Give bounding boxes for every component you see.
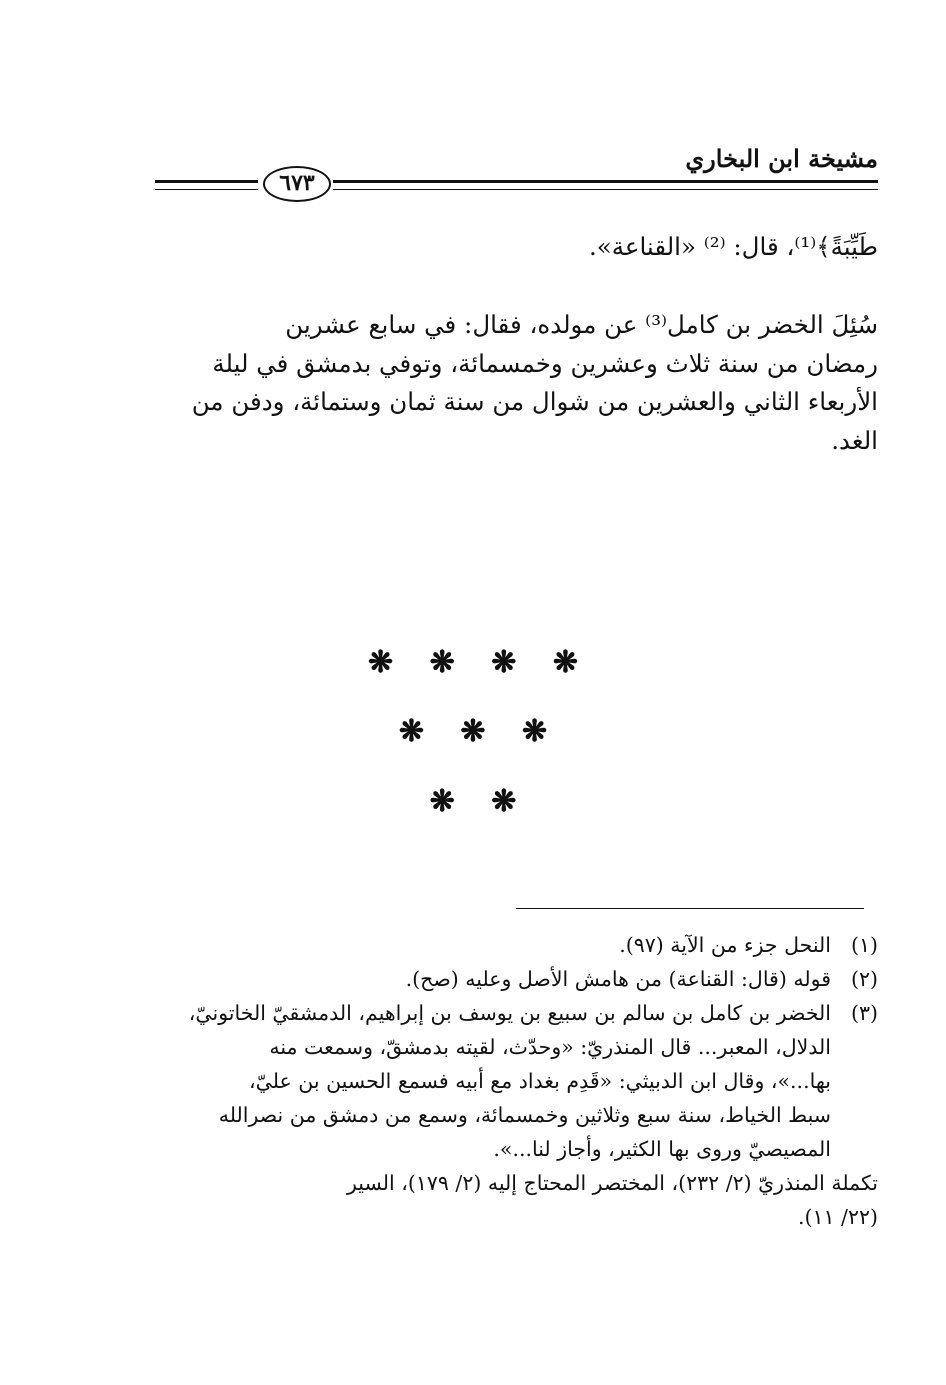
paragraph-line: الأربعاء الثاني والعشرين من شوال من سنة ثمان وستمائة، ودفن من <box>191 387 878 416</box>
header-rule-right <box>333 180 878 190</box>
footnote-line: الدلال، المعبر... قال المنذريّ: «وحدّث، لقيته بدمشقّ، وسمعت منه <box>269 1035 831 1059</box>
ornament-row-1 <box>0 645 946 680</box>
ornament-row-3 <box>0 784 946 819</box>
footnote-line: النحل جزء من الآية (٩٧). <box>619 933 831 957</box>
page-header <box>155 140 878 210</box>
footnote-line: (٢٢/ ١١). <box>797 1205 878 1229</box>
asterism-icon: ❋ <box>522 714 548 749</box>
footnote-number: (٢) <box>850 967 878 991</box>
footnote-sources <box>155 1166 878 1234</box>
verse-line <box>155 228 878 267</box>
page-number: ٦٧٣ <box>263 166 331 202</box>
verse-text: طَيِّبَةً﴾⁽¹⁾، قال: ⁽²⁾ «القناعة». <box>588 232 878 261</box>
asterism-icon: ❋ <box>429 645 455 680</box>
footnote-line: سبط الخياط، سنة سبع وثلاثين وخمسمائة، وسمع من دمشق من نصرالله <box>218 1103 831 1127</box>
paragraph-line: سُئِلَ الخضر بن كامل⁽³⁾ عن مولده، فقال: في سابع عشرين <box>285 310 878 339</box>
asterism-icon: ❋ <box>552 645 578 680</box>
asterism-icon: ❋ <box>429 784 455 819</box>
asterism-icon: ❋ <box>368 645 394 680</box>
footnotes <box>155 928 878 1234</box>
footnote-line: الخضر بن كامل بن سالم بن سبيع بن يوسف بن إبراهيم، الدمشقيّ الخاتونيّ، <box>188 1001 831 1025</box>
footnote-line: تكملة المنذريّ (٢/ ٢٣٢)، المختصر المحتاج إليه (٢/ ١٧٩)، السير <box>346 1171 878 1195</box>
footnote-line: المصيصيّ وروى بها الكثير، وأجاز لنا...». <box>493 1137 831 1161</box>
header-rule-left <box>155 180 258 190</box>
asterism-icon: ❋ <box>460 714 486 749</box>
footnote-separator <box>516 908 864 909</box>
running-title: مشيخة ابن البخاري <box>685 144 878 173</box>
paragraph-line: رمضان من سنة ثلاث وعشرين وخمسمائة، وتوفي بدمشق في ليلة <box>212 348 878 378</box>
asterism-icon: ❋ <box>491 645 517 680</box>
footnote-2 <box>155 962 878 996</box>
footnote-number: (١) <box>850 933 878 957</box>
ornament-row-2 <box>0 714 946 749</box>
footnote-3 <box>155 996 878 1166</box>
asterism-icon: ❋ <box>491 784 517 819</box>
main-paragraph <box>155 306 878 460</box>
paragraph-line: الغد. <box>831 425 878 455</box>
footnote-1 <box>155 928 878 962</box>
footnote-line: قوله (قال: القناعة) من هامش الأصل وعليه (صح). <box>405 967 831 991</box>
footnote-number: (٣) <box>850 1001 878 1025</box>
asterism-icon: ❋ <box>398 714 424 749</box>
footnote-line: بها...»، وقال ابن الدبيثي: «قَدِم بغداد مع أبيه فسمع الحسين بن عليّ، <box>249 1069 831 1093</box>
